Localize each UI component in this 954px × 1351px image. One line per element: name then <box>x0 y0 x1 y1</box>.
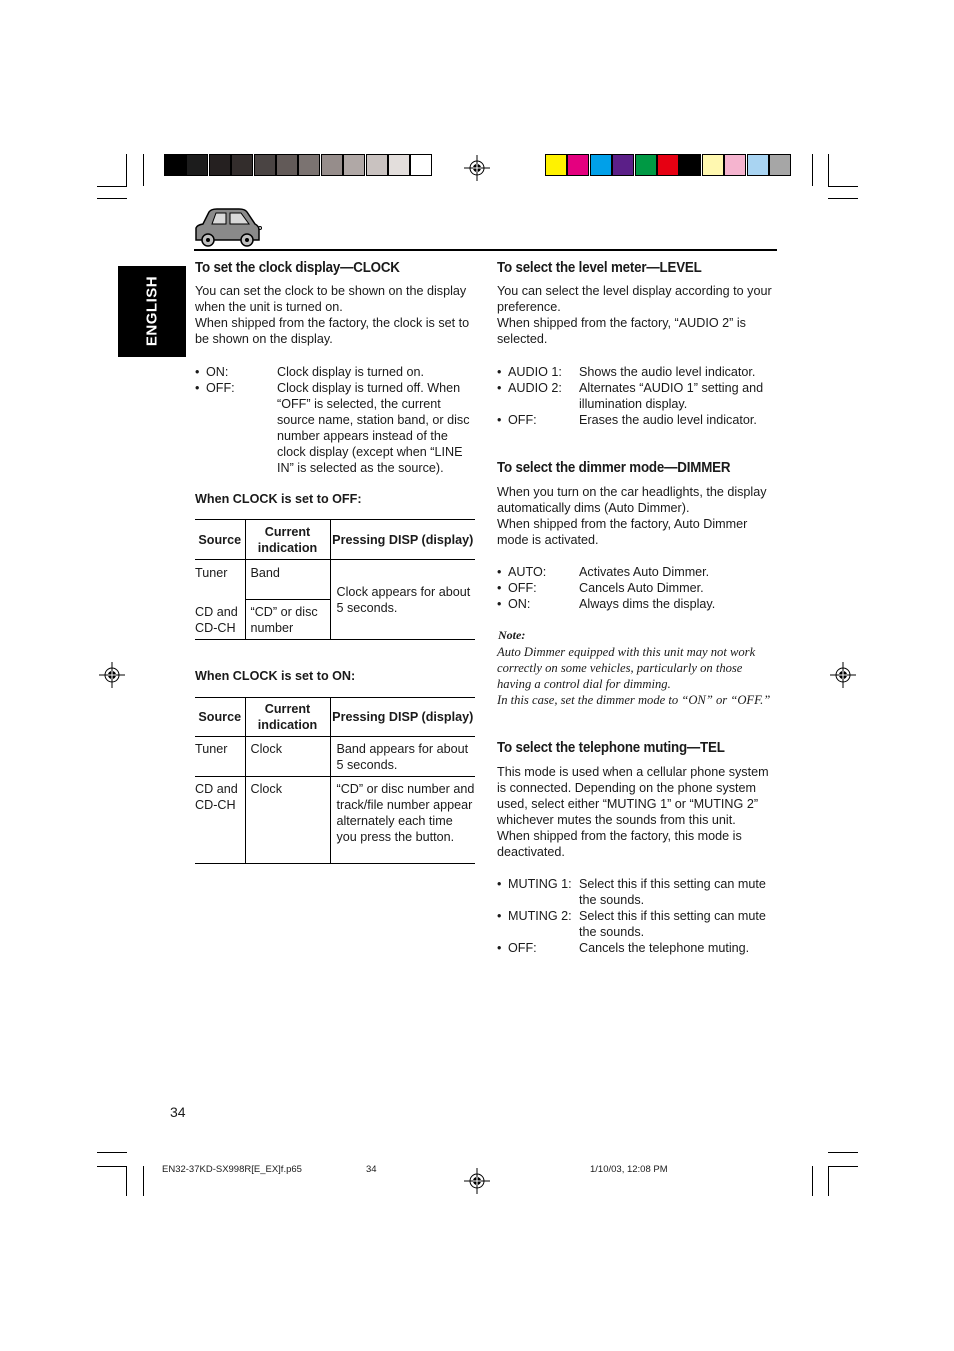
color-swatch <box>612 154 634 176</box>
color-swatch <box>590 154 612 176</box>
color-swatch <box>657 154 679 176</box>
bullet-icon: • <box>497 581 502 595</box>
text-line: Erases the audio level indicator. <box>579 413 757 427</box>
text-line: the sounds. <box>579 893 645 907</box>
text-line: deactivated. <box>497 845 565 859</box>
cell-indication: Clock <box>245 737 330 777</box>
text-line: You can set the clock to be shown on the display <box>195 284 467 298</box>
option-key: MUTING 2: <box>508 909 572 923</box>
language-tab <box>118 266 186 357</box>
color-swatch <box>769 154 791 176</box>
color-swatch <box>388 154 410 176</box>
text-line: Clock display is turned on. <box>277 365 424 379</box>
text-line: having a control dial for dimming. <box>497 677 671 691</box>
text-line: Clock display is turned off. When <box>277 381 461 395</box>
level-section-title: To select the level meter—LEVEL <box>497 260 702 276</box>
table-off-caption: When CLOCK is set to OFF: <box>195 492 362 506</box>
option-description <box>579 412 779 428</box>
color-swatch <box>724 154 746 176</box>
dimmer-section-title: To select the dimmer mode—DIMMER <box>497 460 731 476</box>
text-line: When shipped from the factory, “AUDIO 2” is <box>497 316 746 330</box>
list-item <box>195 364 485 380</box>
cell-source: CD and CD-CH <box>195 604 238 635</box>
color-swatch <box>321 154 343 176</box>
clock-on-table <box>195 697 475 864</box>
option-description <box>579 596 779 612</box>
text-line: When shipped from the factory, the clock is set to <box>195 316 470 330</box>
list-item <box>497 364 787 380</box>
clock-section-title: To set the clock display—CLOCK <box>195 260 400 276</box>
col-header-disp: Pressing DISP (display) <box>332 532 474 547</box>
text-line: IN” is selected as the source). <box>277 461 444 475</box>
option-description <box>579 876 779 908</box>
cell-indication: “CD” or disc number <box>245 600 330 640</box>
footer-page: 34 <box>366 1164 377 1175</box>
tel-section-title: To select the telephone muting—TEL <box>497 740 725 756</box>
level-intro <box>497 283 787 347</box>
text-line: automatically dims (Auto Dimmer). <box>497 501 690 515</box>
text-line: You can select the level display according to your <box>497 284 772 298</box>
tel-intro <box>497 764 787 860</box>
option-key: OFF: <box>508 941 537 955</box>
option-description <box>579 364 779 380</box>
color-swatch <box>186 154 208 176</box>
text-line: Activates Auto Dimmer. <box>579 565 710 579</box>
color-swatch <box>298 154 320 176</box>
cell-disp: Band appears for about 5 seconds. <box>336 742 469 772</box>
text-line: Always dims the display. <box>579 597 716 611</box>
registration-mark-icon <box>464 155 490 181</box>
cell-indication: Band <box>245 560 330 600</box>
text-line: Shows the audio level indicator. <box>579 365 756 379</box>
registration-mark-icon <box>830 662 856 688</box>
text-line: Alternates “AUDIO 1” setting and <box>579 381 764 395</box>
color-swatch <box>343 154 365 176</box>
text-line: is connected. Depending on the phone system <box>497 781 757 795</box>
option-description <box>579 564 779 580</box>
cell-disp: “CD” or disc number and track/file number appear alternately each time you press the button. <box>336 782 475 844</box>
text-line: “OFF” is selected, the current <box>277 397 441 411</box>
cell-source: Tuner <box>195 566 228 580</box>
bullet-icon: • <box>195 381 200 395</box>
registration-mark-icon <box>464 1168 490 1194</box>
list-item <box>497 580 787 596</box>
footer-datetime: 1/10/03, 12:08 PM <box>590 1164 668 1175</box>
option-key: ON: <box>206 365 229 379</box>
color-swatch <box>545 154 567 176</box>
language-tab-label: ENGLISH <box>143 275 161 347</box>
bullet-icon: • <box>497 565 502 579</box>
clock-off-table <box>195 519 475 640</box>
option-description <box>579 940 779 956</box>
bullet-icon: • <box>497 941 502 955</box>
option-description <box>579 908 779 940</box>
dimmer-intro <box>497 484 787 548</box>
registration-mark-icon <box>99 662 125 688</box>
table-row <box>195 737 475 777</box>
bullet-icon: • <box>195 365 200 379</box>
header-rule <box>194 249 777 251</box>
color-swatch <box>567 154 589 176</box>
list-item <box>497 412 787 428</box>
text-line: number appears instead of the <box>277 429 448 443</box>
list-item <box>497 908 787 940</box>
text-line: selected. <box>497 332 548 346</box>
text-line: the sounds. <box>579 925 645 939</box>
text-line: Select this if this setting can mute <box>579 909 766 923</box>
text-line: In this case, set the dimmer mode to “ON” or “OFF.” <box>497 693 771 707</box>
text-line: Cancels Auto Dimmer. <box>579 581 704 595</box>
text-line: When you turn on the car headlights, the display <box>497 485 767 499</box>
text-line: This mode is used when a cellular phone system <box>497 765 769 779</box>
text-line: Cancels the telephone muting. <box>579 941 750 955</box>
dimmer-note-title: Note: <box>498 628 526 642</box>
color-swatch <box>702 154 724 176</box>
option-key: OFF: <box>508 581 537 595</box>
bullet-icon: • <box>497 909 502 923</box>
cell-disp-merged: Clock appears for about 5 seconds. <box>336 584 471 615</box>
option-key: OFF: <box>508 413 537 427</box>
text-line: clock display (except when “LINE <box>277 445 463 459</box>
cell-source: CD and CD-CH <box>195 782 238 812</box>
option-key: AUTO: <box>508 565 547 579</box>
table-row <box>195 777 475 864</box>
option-description <box>277 364 477 380</box>
col-header-source: Source <box>198 532 242 547</box>
option-description <box>579 380 779 412</box>
car-icon <box>193 206 263 248</box>
text-line: Select this if this setting can mute <box>579 877 766 891</box>
color-swatch <box>366 154 388 176</box>
text-line: mode is activated. <box>497 533 599 547</box>
col-header-source: Source <box>198 710 242 724</box>
color-swatch <box>254 154 276 176</box>
text-line: illumination display. <box>579 397 688 411</box>
text-line: source name, station band, or disc <box>277 413 470 427</box>
color-swatch <box>679 154 701 176</box>
col-header-indication: Current indication <box>245 520 330 560</box>
dimmer-note <box>497 644 787 708</box>
option-key: MUTING 1: <box>508 877 572 891</box>
list-item <box>497 564 787 580</box>
text-line: preference. <box>497 300 561 314</box>
option-key: ON: <box>508 597 531 611</box>
color-swatch <box>635 154 657 176</box>
color-swatch <box>164 154 186 176</box>
text-line: when the unit is turned on. <box>195 300 343 314</box>
text-line: correctly on some vehicles, particularly on those <box>497 661 743 675</box>
text-line: be shown on the display. <box>195 332 333 346</box>
bullet-icon: • <box>497 365 502 379</box>
option-description <box>579 580 779 596</box>
list-item <box>195 380 485 476</box>
color-swatch <box>209 154 231 176</box>
list-item <box>497 596 787 612</box>
cell-source: Tuner <box>195 742 228 756</box>
bullet-icon: • <box>497 877 502 891</box>
color-swatch <box>410 154 432 176</box>
col-header-disp: Pressing DISP (display) <box>332 710 474 724</box>
option-key: AUDIO 1: <box>508 365 562 379</box>
text-line: When shipped from the factory, Auto Dimmer <box>497 517 748 531</box>
color-swatch <box>231 154 253 176</box>
col-header-indication: Current indication <box>245 698 330 737</box>
footer-filename: EN32-37KD-SX998R[E_EX]f.p65 <box>162 1164 302 1175</box>
clock-intro <box>195 283 480 347</box>
table-row <box>195 560 475 600</box>
text-line: whichever mutes the sounds from this unit. <box>497 813 736 827</box>
table-on-caption: When CLOCK is set to ON: <box>195 669 356 683</box>
list-item <box>497 380 787 412</box>
text-line: Auto Dimmer equipped with this unit may not work <box>497 645 756 659</box>
bullet-icon: • <box>497 597 502 611</box>
bullet-icon: • <box>497 413 502 427</box>
text-line: When shipped from the factory, this mode is <box>497 829 742 843</box>
color-swatch <box>747 154 769 176</box>
list-item <box>497 876 787 908</box>
color-swatch <box>276 154 298 176</box>
option-description <box>277 380 477 476</box>
option-key: OFF: <box>206 381 235 395</box>
text-line: used, select either “MUTING 1” or “MUTING 2” <box>497 797 759 811</box>
page-number: 34 <box>170 1104 186 1120</box>
option-key: AUDIO 2: <box>508 381 562 395</box>
bullet-icon: • <box>497 381 502 395</box>
list-item <box>497 940 787 956</box>
cell-indication: Clock <box>245 777 330 864</box>
